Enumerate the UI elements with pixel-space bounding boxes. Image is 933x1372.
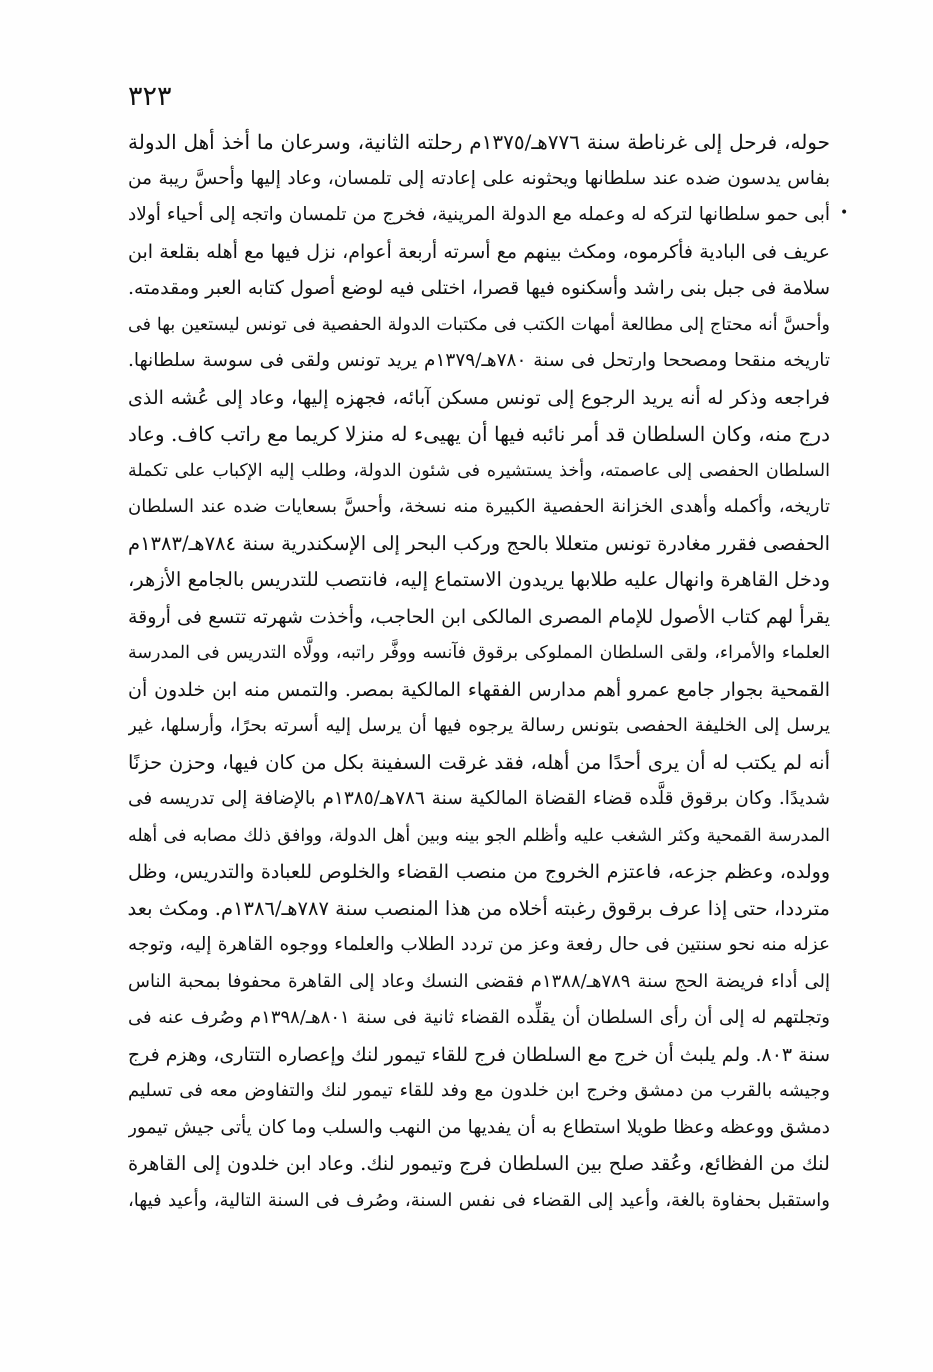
text-line: وولده، وعظم جزعه، فاعتزم الخروج من منصب القضاء والخلوص للعبادة والتدريس، وظل xyxy=(128,861,830,883)
text-line: العلماء والأمراء، ولقى السلطان المملوكى برقوق فآنسه ووفَّر راتبه، وولَّاه التدريس فى المدرسة xyxy=(128,643,830,663)
text-line: أبى حمو سلطانها لتركه له وعمله مع الدولة المرينية، فخرج من تلمسان واتجه إلى أحياء أولاد xyxy=(128,204,830,225)
text-line: فراجعه وذكر له أنه يريد الرجوع إلى تونس مسكن آبائه، فجهزه إليها، وعاد إلى عُشه الذى xyxy=(128,386,830,409)
text-line: المدرسة القمحية وكثر الشغب عليه وأظلم الجو بينه وبين أهل الدولة، ووافق ذلك مصابه فى أهله xyxy=(128,825,830,846)
text-line: يقرأ لهم كتاب الأصول للإمام المصرى المالكى ابن الحاجب، وأخذت شهرته تتسع فى أروقة xyxy=(128,605,830,628)
text-line: سلامة فى جبل بنى راشد وأسكنوه فيها قصرا، اختلى فيه لوضع أصول كتابه العبر ومقدمته. xyxy=(128,277,830,299)
text-line: وأحسَّ أنه محتاج إلى مطالعة أمهات الكتب فى مكتبات الدولة الحفصية فى تونس ليستعين بها فى xyxy=(128,314,830,335)
text-line: واستقبل بحفاوة بالغة، وأعيد إلى القضاء فى نفس السنة، وصُرف فى السنة التالية، وأعيد فيها، xyxy=(128,1189,830,1211)
text-line: شديدًا. وكان برقوق قلَّده قضاء القضاة المالكية سنة ٧٨٦هـ/١٣٨٥م بالإضافة إلى تدريسه فى xyxy=(128,788,830,809)
text-line: يرسل إلى الخليفة الحفصى بتونس رسالة يرجوه فيها أن يرسل إليه أسرته بحرًا، وأرسلها، غير xyxy=(128,715,830,736)
text-line: لنك من الفظائع، وعُقد صلح بين السلطان فرج وتيمور لنك. وعاد ابن خلدون إلى القاهرة xyxy=(128,1152,830,1175)
text-line: إلى أداء فريضة الحج سنة ٧٨٩هـ/١٣٨٨م فقضى النسك وعاد إلى القاهرة محفوفا بمحبة الناس xyxy=(128,970,830,992)
text-line: وجيشه بالقرب من دمشق وخرج ابن خلدون مع وفد للقاء تيمور لنك والتفاوض معه فى تسليم xyxy=(128,1080,830,1101)
text-line: القمحية بجوار جامع عمرو أهم مدارس الفقهاء المالكية بمصر. والتمس منه ابن خلدون أن xyxy=(128,678,830,701)
page-number: ٣٢٣ xyxy=(128,81,172,112)
text-line: عزله منه نحو سنتين فى حال رفعة وعز من تردد الطلاب والعلماء ووجوه القاهرة إليه، وتوجه xyxy=(128,934,830,955)
text-line: تاريخه منقحا ومصححا وارتحل فى سنة ٧٨٠هـ/١٣٧٩م يريد تونس ولقى فى سوسة سلطانها. xyxy=(128,350,830,371)
margin-mark: • xyxy=(840,205,849,221)
text-line: حوله، فرحل إلى غرناطة سنة ٧٧٦هـ/١٣٧٥م رحلته الثانية، وسرعان ما أخذ أهل الدولة xyxy=(128,130,830,154)
text-line: تاريخه، وأكمله وأهدى الخزانة الحفصية الكبيرة منه نسخة، وأحسَّ بسعايات ضده عند السلطان xyxy=(128,496,830,517)
text-line: عريف فى البادية فأكرموه، ومكث بينهم مع أسرته أربعة أعوام، نزل فيها مع أهله بقلعة ابن xyxy=(128,240,830,263)
body-text xyxy=(128,124,830,1219)
text-line: الحفصى فقرر مغادرة تونس متعللا بالحج وركب البحر إلى الإسكندرية سنة ٧٨٤هـ/١٣٨٣م xyxy=(128,531,830,555)
text-line: درج منه، وكان السلطان قد أمر نائبه فيها أن يهيىء له منزلا كريما مع راتب كاف. وعاد xyxy=(128,422,830,446)
text-line: بفاس يدسون ضده عند سلطانها ويحثونه على إعادته إلى تلمسان، وعاد إليها وأحسَّ ريبة من xyxy=(128,167,830,189)
text-line: وتجلتهم له إلى أن رأى السلطان أن يقلِّده القضاء ثانية فى سنة ٨٠١هـ/١٣٩٨م وصُرف عنه فى xyxy=(128,1007,830,1028)
text-line: سنة ٨٠٣. ولم يلبث أن خرج مع السلطان فرج للقاء تيمور لنك وإعصاره التتارى، وهزم فرج xyxy=(128,1043,830,1066)
text-line: أنه لم يكتب له أن يرى أحدًا من أهله، فقد غرقت السفينة بكل من كان فيها، وحزن حزنًا xyxy=(128,750,830,774)
text-line: ودخل القاهرة وانهال عليه طلابها يريدون الاستماع إليه، فانتصب للتدريس بالجامع الأزهر، xyxy=(128,568,830,591)
text-line: مترددا، حتى إذا عرف برقوق رغبته أخلاه من هذا المنصب سنة ٧٨٧هـ/١٣٨٦م. ومكث بعد xyxy=(128,896,830,920)
text-line: السلطان الحفصى إلى عاصمته، وأخذ يستشيره فى شئون الدولة، وطلب إليه الإكباب على تكملة xyxy=(128,460,830,481)
text-line: دمشق ووعظه وعظا طويلا استطاع به أن يفديها من النهب والسلب وما كان يأتى جيش تيمور xyxy=(128,1116,830,1138)
